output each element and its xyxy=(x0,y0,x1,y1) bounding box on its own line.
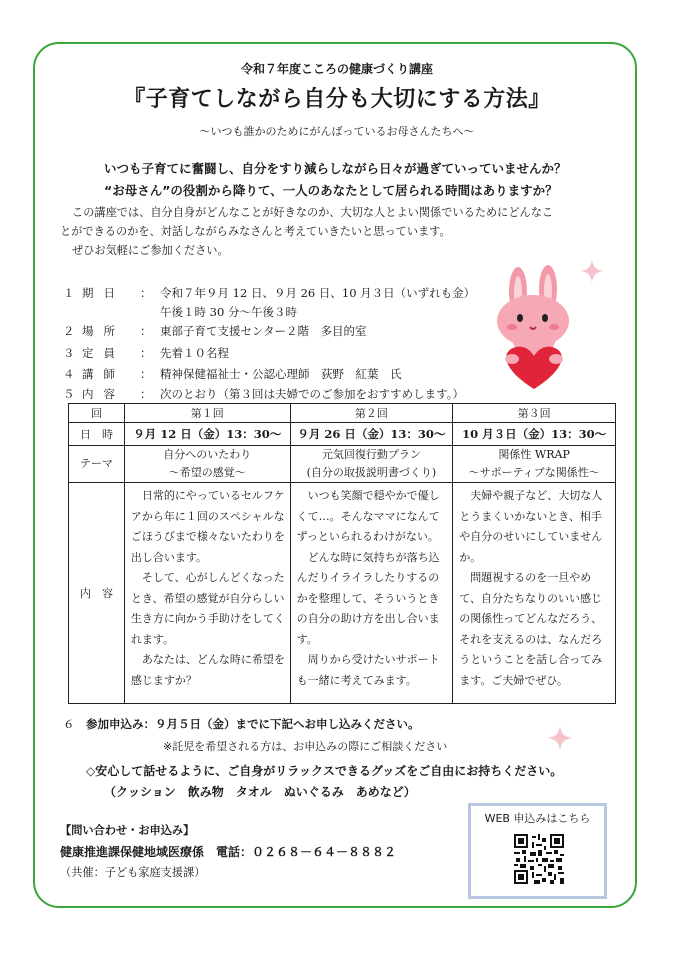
content-paragraph: あなたは、どんな時に希望を感じますか？ xyxy=(130,653,285,687)
web-application-box[interactable] xyxy=(468,803,607,899)
item-colon: ： xyxy=(140,367,152,381)
content-paragraph: 夫婦や親子など、大切な人とうまくいかないとき、相手や自分のせいにしていませんか。 xyxy=(459,489,603,564)
item-label-lecturer: 講師 xyxy=(82,367,125,381)
item-number: １ xyxy=(63,286,75,300)
bring-items-line1: ◇安心して話せるように、ご自身がリラックスできるグッズをご自由にお持ちください。 xyxy=(86,764,563,778)
content-paragraph: いつも笑顔で穏やかで優しくて…。そんなママになんてずっといられるわけがない。 xyxy=(296,489,440,543)
item-colon: ： xyxy=(140,324,152,338)
capacity-value: 先着１０名程 xyxy=(160,346,229,360)
content-paragraph: 問題視するのを一旦やめて、自分たちなりのいい感じの関係性ってどんなだろう、それを支えるのは、なんだろうということを話し合ってみます。ご夫婦でぜひ。 xyxy=(459,571,603,687)
childcare-note: ※託児を希望される方は、お申込みの際にご相談ください xyxy=(163,740,448,753)
session-theme-title: 自分へのいたわり xyxy=(163,448,252,461)
date-row-label: 日 時 xyxy=(69,423,125,446)
intro-body-2: とができるのかを、対話しながらみなさんと考えていきたいと思っています。 xyxy=(60,225,451,238)
rabbit-with-heart-illustration xyxy=(488,263,584,391)
item-colon: ： xyxy=(140,387,152,401)
date-value: 令和７年９月 12 日、９月 26 日、10 月３日（いずれも金） xyxy=(160,286,476,300)
bring-items-line2: （クッション 飲み物 タオル ぬいぐるみ あめなど） xyxy=(104,785,416,799)
content-paragraph: そして、心がしんどくなったとき、希望の感覚が自分らしい生き方に向かう手助けをしてくれます。 xyxy=(130,571,285,646)
contact-heading: 【問い合わせ・お申込み】 xyxy=(60,824,195,837)
session-2-name: 第２回 xyxy=(290,404,453,423)
item-number: ２ xyxy=(63,324,75,338)
table-date-row xyxy=(69,423,616,446)
session-3-theme xyxy=(453,446,616,483)
series-title: 令和７年度こころの健康づくり講座 xyxy=(240,62,433,76)
content-row-label: 内 容 xyxy=(69,483,125,704)
table-content-row xyxy=(69,483,616,704)
application-deadline: 参加申込み：９月５日（金）までに下記へお申し込みください。 xyxy=(86,717,420,731)
session-1-date: ９月 12 日（金）13：30～ xyxy=(124,423,290,446)
item-colon: ： xyxy=(140,286,152,300)
time-value: 午後１時 30 分～午後３時 xyxy=(160,305,297,319)
lecturer-value: 精神保健福祉士・公認心理師 荻野 紅葉 氏 xyxy=(160,367,402,381)
session-3-name: 第３回 xyxy=(453,404,616,423)
theme-row-label: テーマ xyxy=(69,446,125,483)
session-2-date: ９月 26 日（金）13：30～ xyxy=(290,423,453,446)
page-subtitle: ～いつも誰かのためにがんばっているお母さんたちへ～ xyxy=(199,125,475,138)
session-theme-title: 関係性 WRAP xyxy=(498,448,570,461)
session-theme-title: 元気回復行動プラン xyxy=(321,448,421,461)
intro-body-3: ぜひお気軽にご参加ください。 xyxy=(72,244,229,257)
contact-cohost: （共催：子ども家庭支援課） xyxy=(60,866,206,879)
contact-phone: 健康推進課保健地域医療係 電話：０２６８－６４－８８８２ xyxy=(60,845,397,859)
intro-body-1: この講座では、自分自身がどんなことが好きなのか、大切な人とよい関係でいるためにどんなこ xyxy=(72,206,554,219)
session-1-content xyxy=(124,483,290,704)
place-value: 東部子育て支援センター２階 多目的室 xyxy=(160,324,367,338)
item-number: ５ xyxy=(63,387,75,401)
intro-lead-2: “お母さん”の役割から降りて、一人のあなたとして居られる時間はありますか？ xyxy=(104,183,558,198)
content-paragraph: どんな時に気持ちが落ち込んだりイライラしたりするのかを整理して、そういうときの自分の助け方を出し合います。 xyxy=(296,550,440,646)
intro-lead-1: いつも子育てに奮闘し、自分をすり減らしながら日々が過ぎていっていませんか？ xyxy=(104,161,567,176)
session-theme-subtitle: ～希望の感覚～ xyxy=(168,466,246,479)
session-3-content xyxy=(453,483,616,704)
item-label-date: 期日 xyxy=(82,286,125,300)
table-header-label: 回 xyxy=(69,404,125,423)
session-theme-subtitle: (自分の取扱説明書づくり) xyxy=(306,466,437,479)
item-label-capacity: 定員 xyxy=(82,346,125,360)
item-label-place: 場所 xyxy=(82,324,125,338)
sparkle-icon xyxy=(545,723,575,753)
item-number: ４ xyxy=(63,367,75,381)
item-colon: ： xyxy=(140,346,152,360)
qr-code-icon[interactable] xyxy=(514,834,564,884)
session-1-name: 第１回 xyxy=(124,404,290,423)
web-application-label: WEB 申込みはこちら xyxy=(484,812,591,825)
session-1-theme xyxy=(124,446,290,483)
item-number: ６ xyxy=(63,717,75,731)
session-2-content xyxy=(290,483,453,704)
table-theme-row xyxy=(69,446,616,483)
session-theme-subtitle: ～サポーティブな関係性～ xyxy=(468,466,600,479)
page-title: 『子育てしながら自分も大切にする方法』 xyxy=(123,87,551,112)
item-number: ３ xyxy=(63,346,75,360)
content-paragraph: 周りから受けたいサポートも一緒に考えてみます。 xyxy=(296,653,440,687)
table-header-row xyxy=(69,404,616,423)
item-label-content: 内容 xyxy=(82,387,125,401)
content-paragraph: 日常的にやっているセルフケアから年に１回のスペシャルなごほうびまで様々ないたわりを出し合います。 xyxy=(130,489,285,564)
session-2-theme xyxy=(290,446,453,483)
sessions-table xyxy=(68,403,616,704)
session-3-date: 10 月３日（金）13：30～ xyxy=(453,423,616,446)
content-value: 次のとおり（第３回は夫婦でのご参加をおすすめします。） xyxy=(160,387,464,401)
